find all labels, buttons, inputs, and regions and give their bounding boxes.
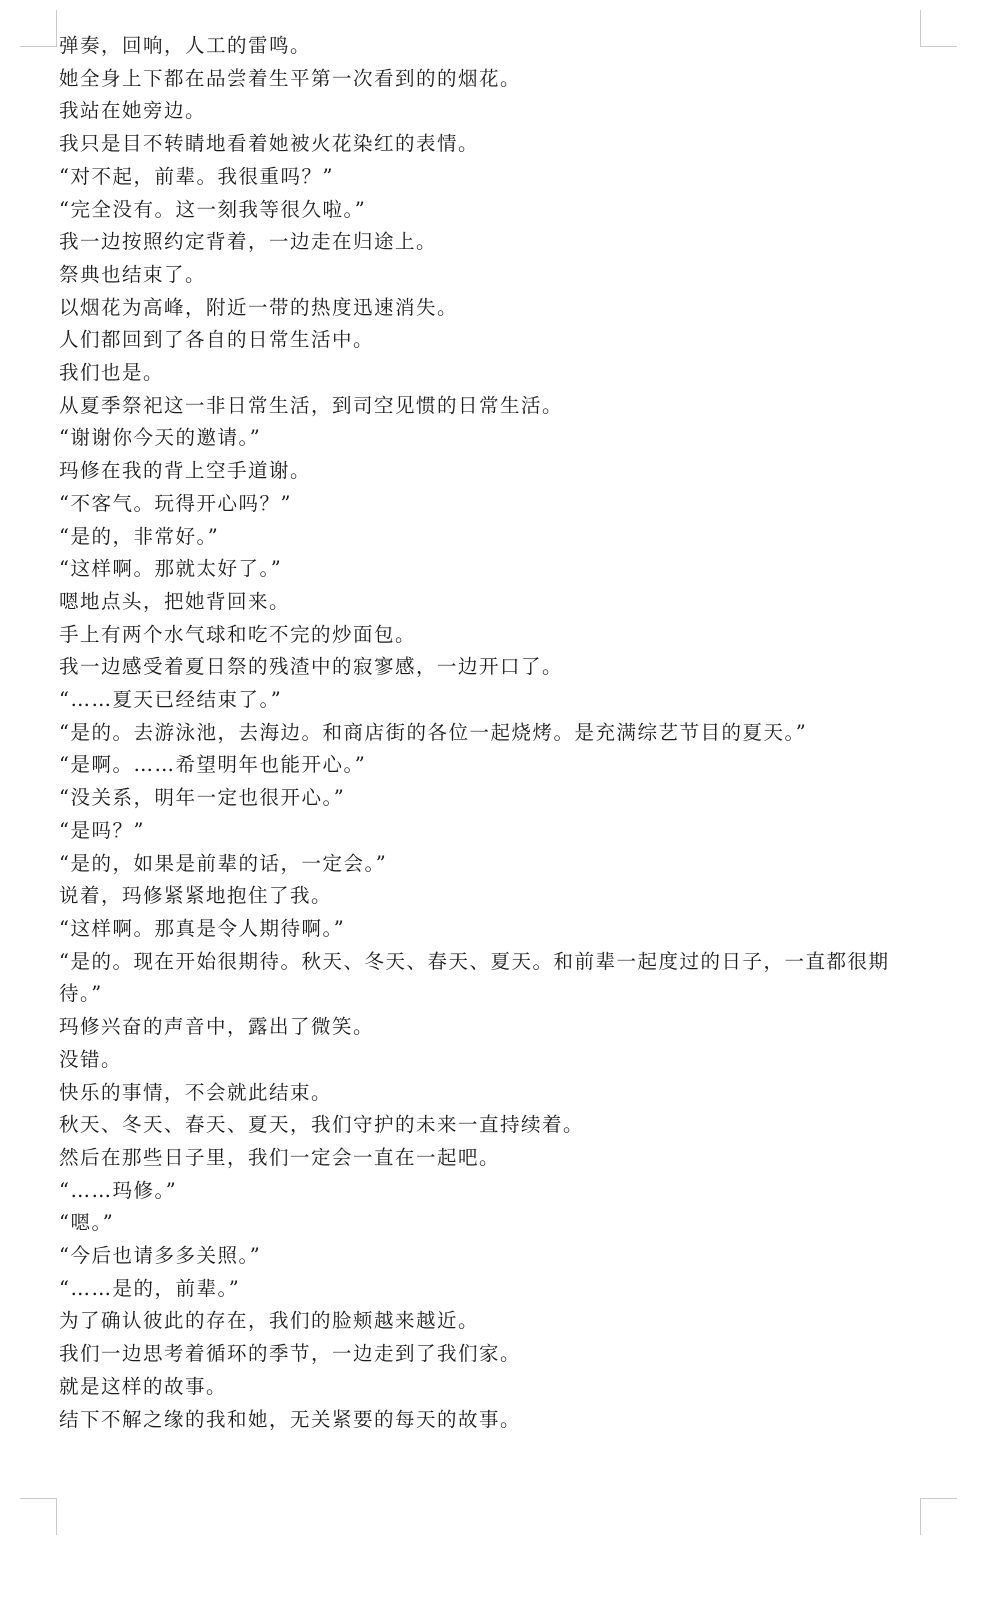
paragraph: 我站在她旁边。 [59,99,207,123]
paragraph: 结下不解之缘的我和她，无关紧要的每天的故事。 [59,1407,522,1431]
paragraph: 弹奏，回响，人工的雷鸣。 [59,34,312,57]
paragraph: 以烟花为高峰，附近一带的热度迅速消失。 [59,295,459,319]
paragraph: 我只是目不转睛地看着她被火花染红的表情。 [59,132,480,156]
crop-mark-bottom-left [20,1498,57,1535]
paragraph: “是的，如果是前辈的话，一定会。” [59,851,388,875]
crop-mark-bottom-right [920,1498,957,1535]
paragraph: “对不起，前辈。我很重吗？” [59,164,334,188]
paragraph: 玛修兴奋的声音中，露出了微笑。 [59,1015,375,1039]
paragraph: “……夏天已经结束了。” [59,688,283,712]
paragraph: “是啊。……希望明年也能开心。” [59,753,367,777]
paragraph: “这样啊。那就太好了。” [59,557,283,581]
paragraph: “完全没有。这一刻我等很久啦。” [59,197,367,221]
paragraph: 没错。 [59,1047,123,1071]
paragraph: “今后也请多多关照。” [59,1244,262,1268]
paragraph: “这样啊。那真是令人期待啊。” [59,916,346,940]
paragraph: “是吗？” [59,818,145,842]
paragraph: 玛修在我的背上空手道谢。 [59,459,312,483]
paragraph: “是的。现在开始很期待。秋天、冬天、春天、夏天。和前辈一起度过的日子，一直都很期待。” [59,949,890,1006]
paragraph: 我一边按照约定背着，一边走在归途上。 [59,230,438,254]
paragraph: “不客气。玩得开心吗？” [59,491,292,515]
paragraph: 为了确认彼此的存在，我们的脸颊越来越近。 [59,1309,480,1333]
paragraph: 然后在那些日子里，我们一定会一直在一起吧。 [59,1145,501,1169]
paragraph: 说着，玛修紧紧地抱住了我。 [59,884,333,908]
paragraph: 人们都回到了各自的日常生活中。 [59,328,375,352]
document-body [59,30,929,1436]
paragraph: “是的。去游泳池，去海边。和商店街的各位一起烧烤。是充满综艺节目的夏天。” [59,720,808,744]
crop-mark-top-left [20,10,57,47]
paragraph: 秋天、冬天、春天、夏天，我们守护的未来一直持续着。 [59,1113,585,1137]
paragraph: 快乐的事情，不会就此结束。 [59,1080,333,1104]
paragraph: “没关系，明年一定也很开心。” [59,786,346,810]
paragraph: 就是这样的故事。 [59,1374,228,1398]
paragraph: “嗯。” [59,1211,115,1235]
paragraph: “谢谢你今天的邀请。” [59,426,262,450]
paragraph: 我们也是。 [59,361,165,385]
paragraph: 祭典也结束了。 [59,262,207,286]
paragraph: “……是的，前辈。” [59,1276,241,1300]
paragraph: 我一边感受着夏日祭的残渣中的寂寥感，一边开口了。 [59,655,564,679]
paragraph: 手上有两个水气球和吃不完的炒面包。 [59,622,417,646]
paragraph: 我们一边思考着循环的季节，一边走到了我们家。 [59,1342,522,1366]
paragraph: 从夏季祭祀这一非日常生活，到司空见惯的日常生活。 [59,393,564,417]
paragraph: 嗯地点头，把她背回来。 [59,589,291,613]
paragraph: 她全身上下都在品尝着生平第一次看到的的烟花。 [59,66,522,90]
paragraph: “……玛修。” [59,1178,178,1202]
paragraph: “是的，非常好。” [59,524,220,548]
